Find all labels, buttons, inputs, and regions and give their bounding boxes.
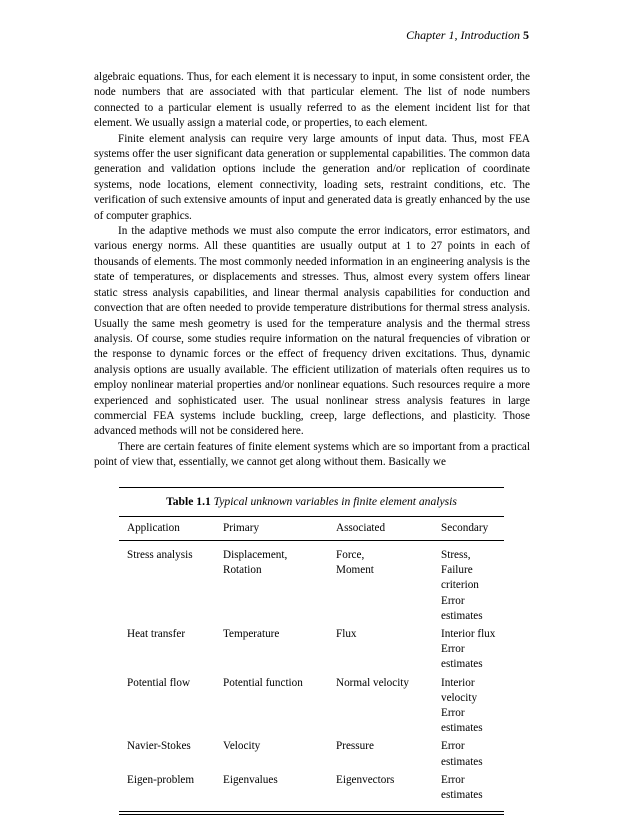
cell-line: Eigenvectors — [336, 773, 395, 786]
table-caption — [119, 488, 504, 516]
cell-line: Potential function — [223, 676, 303, 689]
table-caption-text: Typical unknown variables in finite element analysis — [213, 495, 457, 508]
cell-line: Interior flux — [441, 628, 496, 641]
cell-line: Error estimates — [441, 594, 483, 622]
table-row — [119, 736, 504, 769]
cell-line: Force, — [336, 549, 365, 561]
application-cell: Eigen-problem — [127, 773, 195, 786]
column-header: Application — [127, 522, 180, 534]
primary-cell — [215, 624, 328, 673]
associated-cell — [328, 673, 433, 737]
table-label: Table 1.1 — [166, 495, 211, 508]
body-text — [94, 70, 530, 471]
table-1-1 — [119, 487, 504, 815]
cell-line: Displacement, — [223, 549, 288, 561]
associated-cell — [328, 770, 433, 811]
secondary-cell — [433, 541, 504, 624]
cell-line: Stress, — [441, 549, 471, 561]
cell-line: Moment — [336, 564, 374, 577]
paragraph: There are certain features of finite element systems which are so important from a practical point of view that, essentially, we cannot get along without them. Basically we — [94, 440, 530, 469]
cell-line: Pressure — [336, 740, 374, 753]
associated-cell — [328, 541, 433, 624]
cell-line: Error estimates — [441, 707, 483, 735]
cell-line: Eigenvalues — [223, 773, 278, 786]
column-header: Secondary — [441, 522, 489, 534]
cell-line: Interior velocity — [441, 676, 478, 704]
primary-cell — [215, 770, 328, 811]
table-header-row — [119, 517, 504, 541]
paragraph: In the adaptive methods we must also compute the error indicators, error estimators, and various energy norms. All these quantities are usually output at 1 to 27 points in each of thousands of elements. The most commonly needed information in an engineering analysis is the state of temperatures, or displacements and stresses. Thus, almost every system offers linear static stress analysis capabilities, and linear thermal analysis capabilities for conduction and convection that are often needed to provide temperature distributions for thermal stress analysis. Usually the same mesh geometry is used for the temperature analysis and the thermal stress analysis. Of course, some studies require information on the natural frequencies of vibration or the response to dynamic forces or the effect of frequency driven excitations. Thus, dynamic analysis options are usually available. The efficient utilization of materials often requires us to employ nonlinear material properties and/or nonlinear equations. Such resources require a more experienced and sophisticated user. The usual nonlinear stress analysis features in large commercial FEA systems include buckling, creep, large deflections, and plasticity. Those advanced methods will not be considered here. — [94, 225, 530, 438]
table-row — [119, 770, 504, 811]
application-cell: Navier-Stokes — [127, 740, 191, 753]
primary-cell — [215, 541, 328, 624]
table-body — [119, 541, 504, 812]
running-header — [406, 28, 529, 43]
table-bottom-rule — [119, 811, 504, 815]
secondary-cell — [433, 673, 504, 737]
primary-cell — [215, 673, 328, 737]
secondary-cell — [433, 736, 504, 769]
secondary-cell — [433, 770, 504, 811]
associated-cell — [328, 624, 433, 673]
column-header: Associated — [336, 522, 386, 534]
variables-table — [119, 517, 504, 811]
application-cell: Stress analysis — [127, 549, 193, 561]
chapter-title: Chapter 1, Introduction — [406, 28, 520, 42]
cell-line: Flux — [336, 628, 357, 641]
paragraph: algebraic equations. Thus, for each element it is necessary to input, in some consistent order, the node numbers that are associated with that particular element. The list of node numbers connected to a particular element is usually referred to as the element incident list for that element. We usually assign a material code, or properties, to each element. — [94, 71, 530, 130]
cell-line: Rotation — [223, 564, 262, 577]
table-row — [119, 541, 504, 624]
table-row — [119, 673, 504, 737]
cell-line: Temperature — [223, 628, 280, 641]
primary-cell — [215, 736, 328, 769]
cell-line: Error estimates — [441, 643, 483, 671]
cell-line: Normal velocity — [336, 676, 410, 689]
cell-line: Failure criterion — [441, 564, 479, 592]
paragraph: Finite element analysis can require very large amounts of input data. Thus, most FEA systems offer the user significant data generation or supplemental capabilities. The common data generation and validation options include the generation and/or replication of coordinate systems, node locations, element connectivity, loading sets, restraint conditions, etc. The verification of such extensive amounts of input and generated data is greatly enhanced by the use of computer graphics. — [94, 132, 530, 222]
table-row — [119, 624, 504, 673]
application-cell: Heat transfer — [127, 628, 186, 641]
cell-line: Error estimates — [441, 773, 483, 802]
page-number: 5 — [523, 28, 529, 42]
associated-cell — [328, 736, 433, 769]
cell-line: Error estimates — [441, 740, 483, 768]
secondary-cell — [433, 624, 504, 673]
cell-line: Velocity — [223, 740, 261, 753]
application-cell: Potential flow — [127, 676, 191, 689]
column-header: Primary — [223, 522, 260, 534]
